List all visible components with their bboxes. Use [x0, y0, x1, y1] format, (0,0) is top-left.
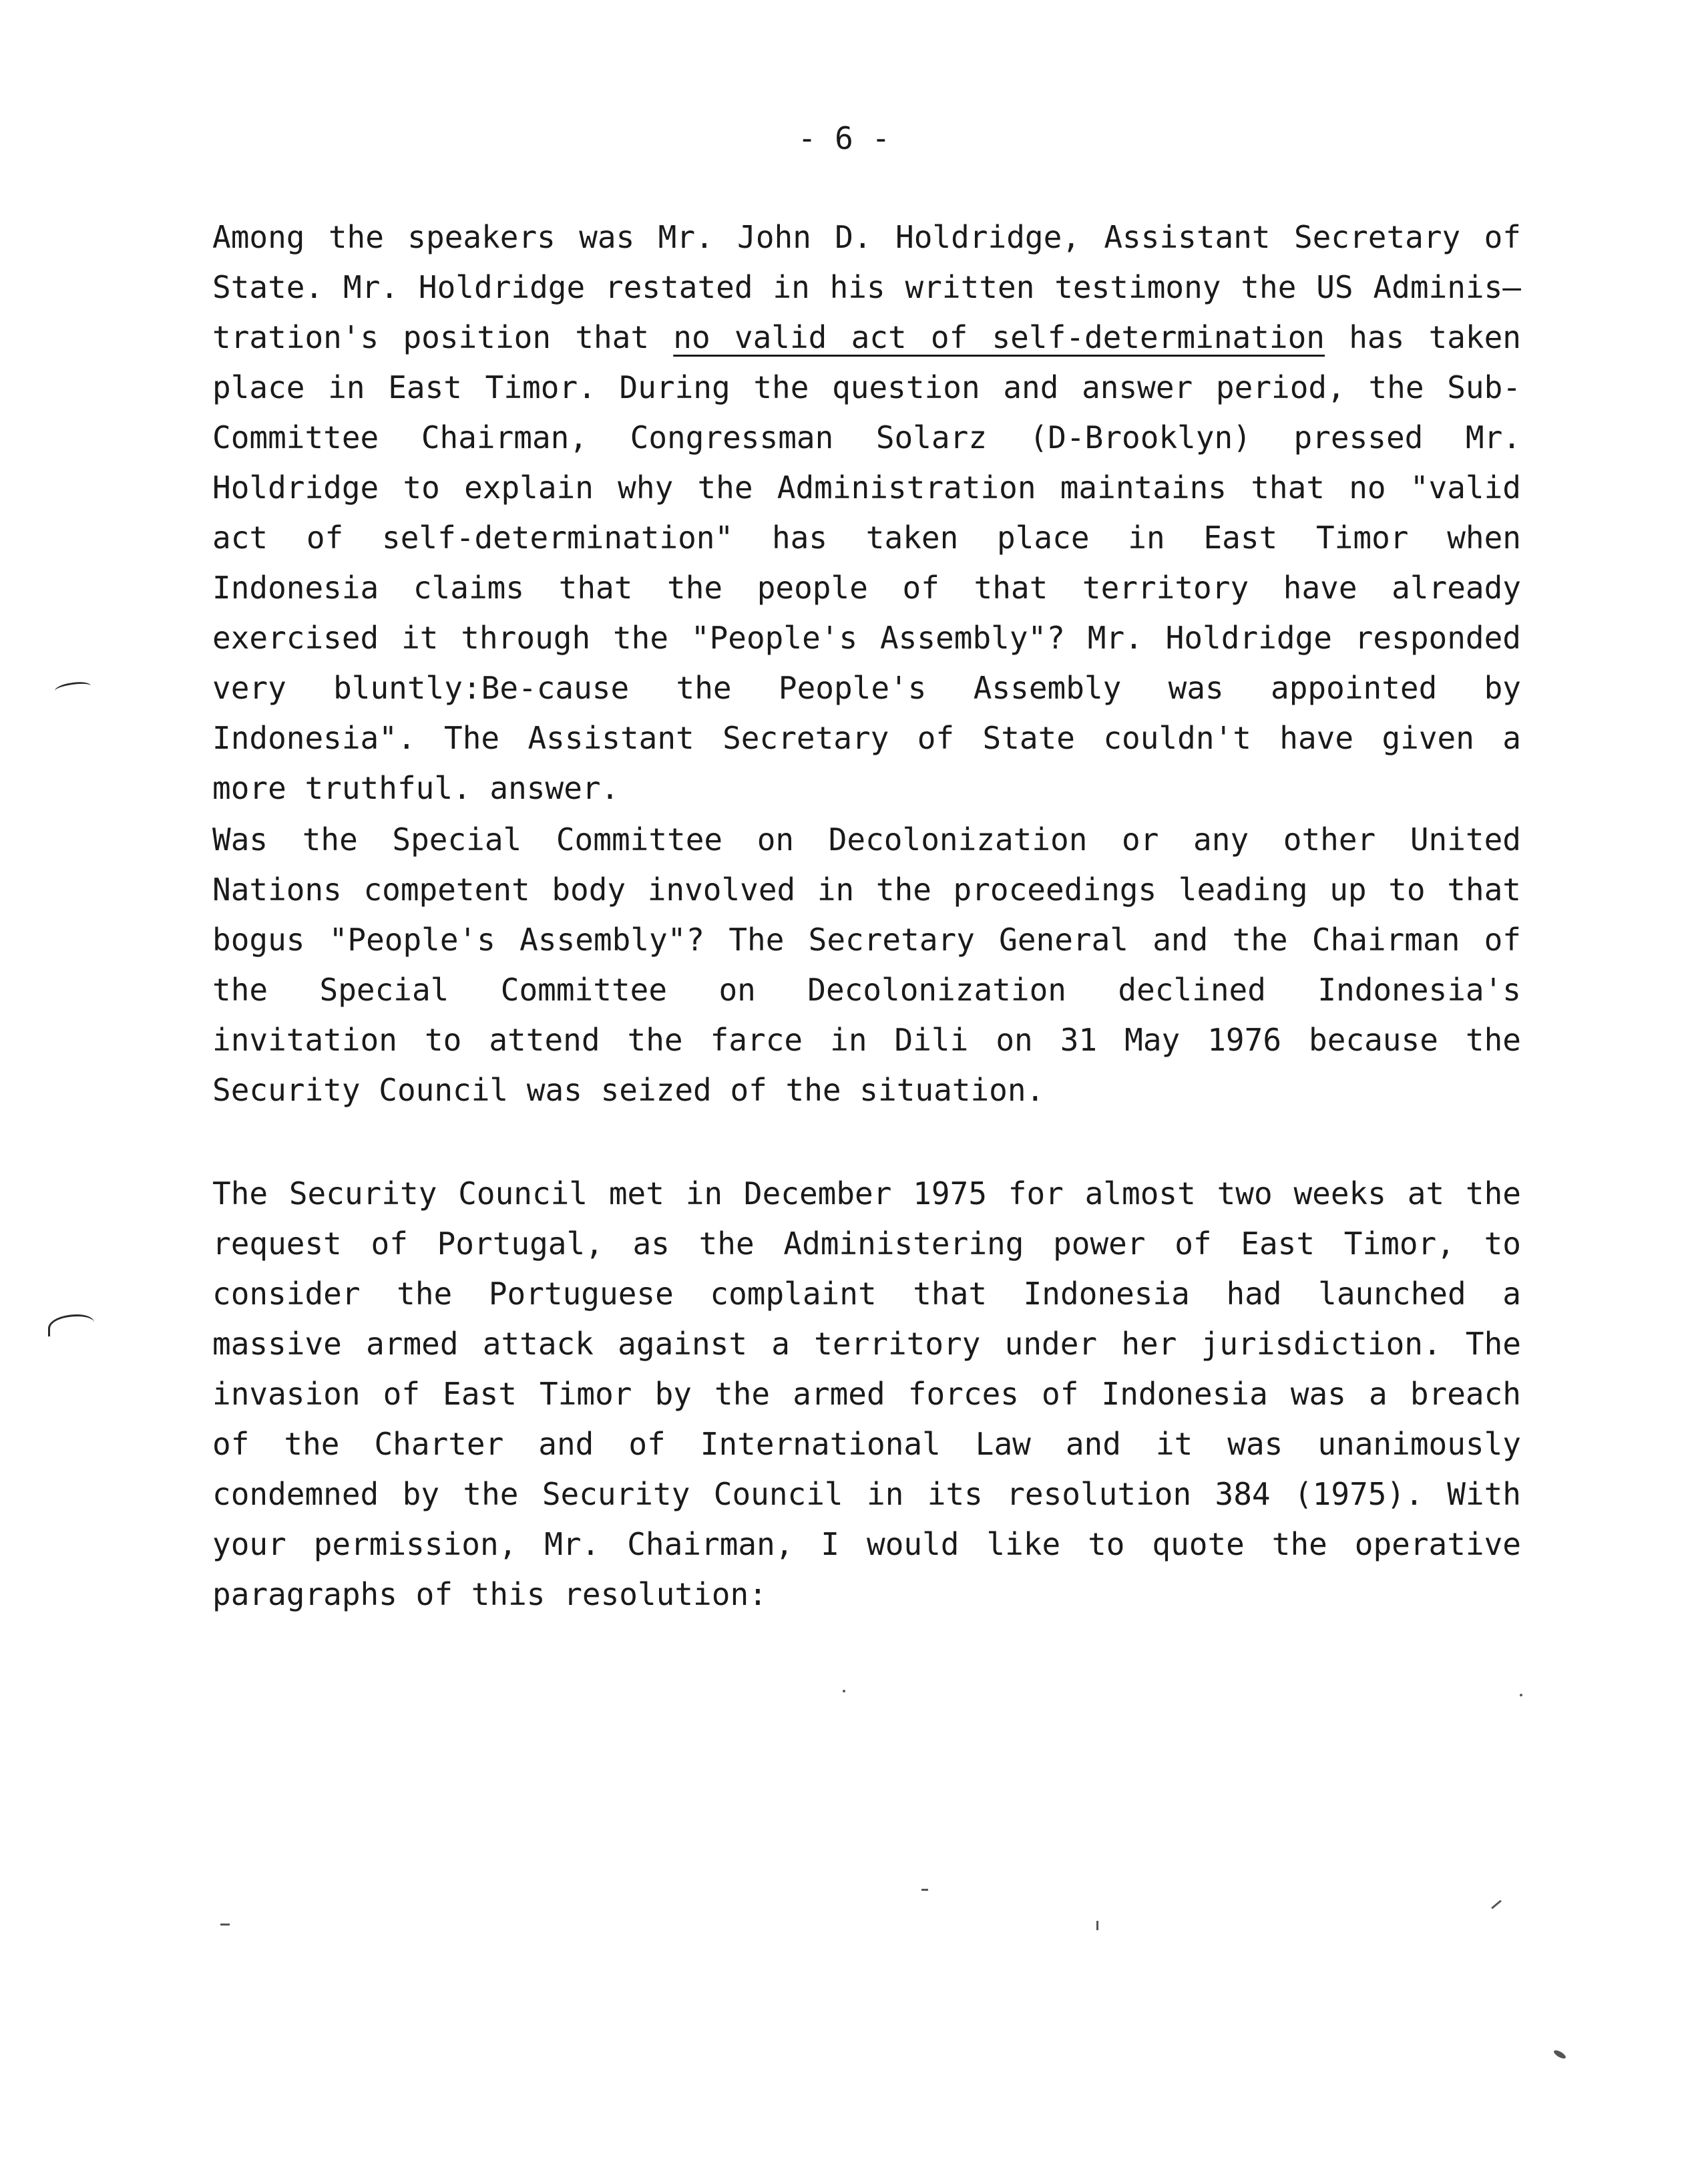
paragraph-text: Among the speakers was Mr. John D. Holdridge, Assistant Secretary of State. Mr. Holdridge restated in his written testimony the US Adminis–tration's position that	[212, 219, 1521, 355]
paragraph-special-committee: Was the Special Committee on Decolonization or any other United Nations competent body involved in the proceedings leading up to that bogus "People's Assembly"? The Secretary General and the Chairman of the Special Committee on Decolonization declined Indonesia's invitation to attend the farce in Dili on 31 May 1976 because the Security Council was seized of the situation.	[212, 822, 1521, 1108]
scan-speck	[921, 1889, 928, 1891]
scan-speck	[843, 1690, 845, 1692]
paragraph-text: has taken place in East Timor. During the question and answer period, the Sub-Committee Chairman, Congressman Solarz (D-Brooklyn) pressed Mr. Holdridge to explain why the Administration maintains that no "valid act of self-determination" has taken place in East Timor when Indonesia claims that the people of that territory have already exercised it through the "People's Assembly"? Mr. Holdridge responded very bluntly:Be-cause the People's Assembly was appointed by Indonesia". The Assistant Secretary of State couldn't have given a more truthful. answer.	[212, 319, 1522, 806]
scan-speck	[1096, 1921, 1098, 1930]
margin-pen-mark	[48, 1314, 94, 1336]
margin-pen-mark	[54, 680, 91, 696]
underlined-phrase: no valid act of self-determination	[673, 319, 1325, 355]
scan-speck	[220, 1924, 230, 1926]
scan-speck	[1491, 1900, 1502, 1909]
paragraph-holdridge-testimony	[212, 212, 1521, 813]
scan-speck	[1552, 2049, 1566, 2060]
paragraph-security-council: The Security Council met in December 1975 for almost two weeks at the request of Portugal, as the Administering power of East Timor, to consider the Portuguese complaint that Indonesia had launched a massive armed attack against a territory under her jurisdiction. The invasion of East Timor by the armed forces of Indonesia was a breach of the Charter and of International Law and it was unanimously condemned by the Security Council in its resolution 384 (1975). With your permission, Mr. Chairman, I would like to quote the operative paragraphs of this resolution:	[212, 1175, 1521, 1612]
scan-speck	[1520, 1694, 1522, 1696]
page-number: - 6 -	[797, 120, 891, 156]
